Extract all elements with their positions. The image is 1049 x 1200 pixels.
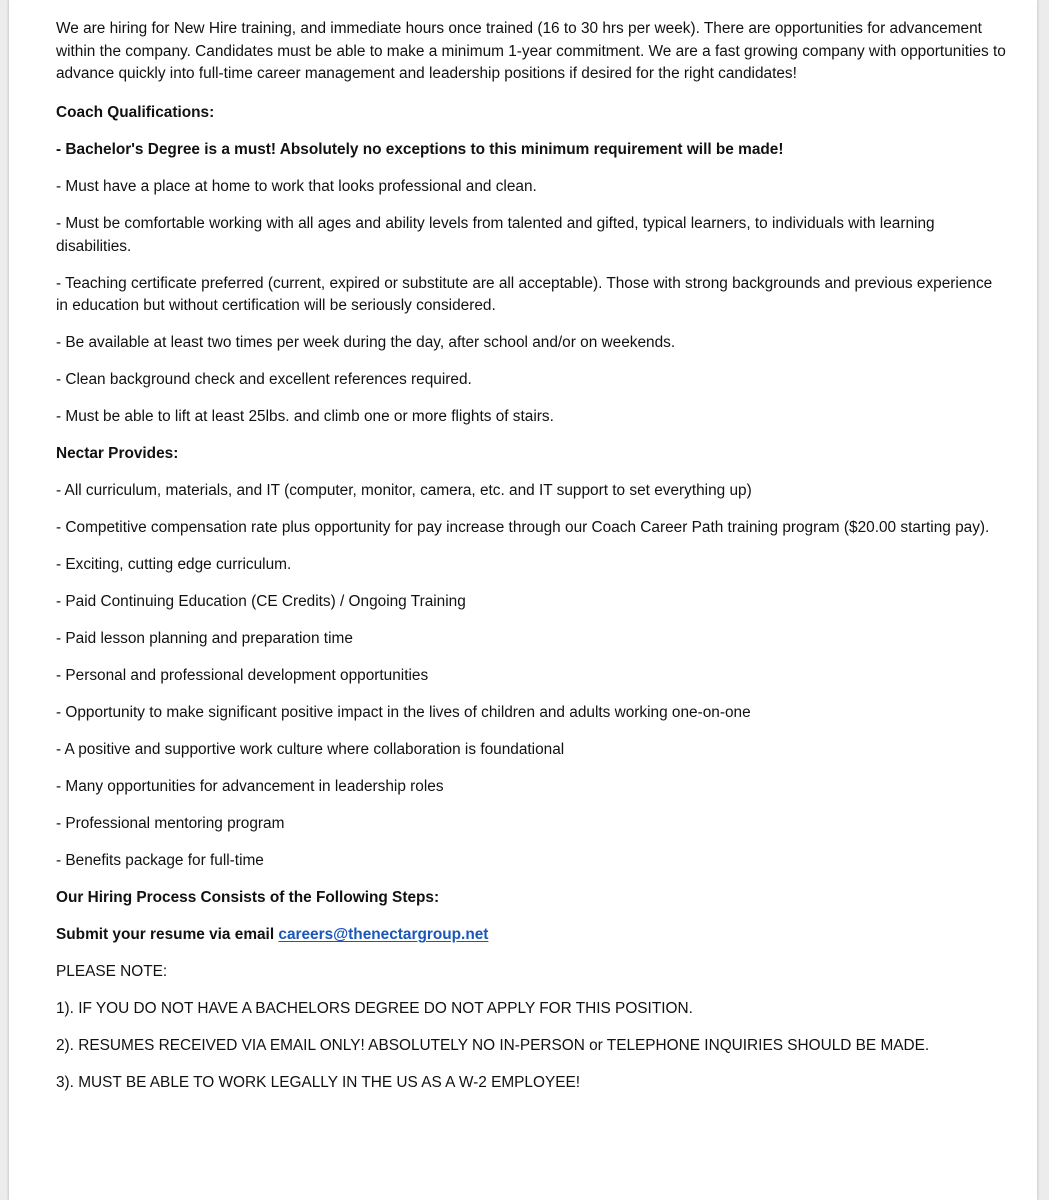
qualifications-heading: Coach Qualifications: bbox=[56, 104, 215, 121]
document-page bbox=[9, 0, 1037, 1200]
qualification-item: - Must be able to lift at least 25lbs. and climb one or more flights of stairs. bbox=[56, 408, 554, 425]
provides-item: - Professional mentoring program bbox=[56, 815, 285, 832]
qualification-degree-requirement: - Bachelor's Degree is a must! Absolutely no exceptions to this minimum requirement will be made! bbox=[56, 141, 784, 158]
qualification-item: - Must be comfortable working with all ages and ability levels from talented and gifted, typical learners, to individuals with learning disabilities. bbox=[56, 215, 935, 255]
qualification-item: - Teaching certificate preferred (current, expired or substitute are all acceptable). Those with strong backgrounds and previous experience in education but without certification will be seriously considered. bbox=[56, 274, 993, 314]
provides-item: - Personal and professional development opportunities bbox=[56, 667, 429, 684]
provides-item: - Competitive compensation rate plus opportunity for pay increase through our Coach Career Path training program ($20.00 starting pay). bbox=[56, 519, 990, 536]
note-item: 2). RESUMES RECEIVED VIA EMAIL ONLY! ABSOLUTELY NO IN-PERSON or TELEPHONE INQUIRIES SHOULD BE MADE. bbox=[56, 1037, 930, 1054]
provides-item: - A positive and supportive work culture where collaboration is foundational bbox=[56, 741, 565, 758]
provides-item: - All curriculum, materials, and IT (computer, monitor, camera, etc. and IT support to set everything up) bbox=[56, 482, 752, 499]
careers-email-link[interactable]: careers@thenectargroup.net bbox=[278, 926, 489, 943]
provides-item: - Paid lesson planning and preparation time bbox=[56, 630, 353, 647]
qualification-item: - Must have a place at home to work that looks professional and clean. bbox=[56, 178, 537, 195]
submit-resume-line bbox=[56, 924, 1007, 947]
provides-item: - Many opportunities for advancement in leadership roles bbox=[56, 778, 444, 795]
notes-heading: PLEASE NOTE: bbox=[56, 963, 168, 980]
intro-paragraph: We are hiring for New Hire training, and immediate hours once trained (16 to 30 hrs per week). There are opportunities for advancement within the company. Candidates must be able to make a minimum 1-year commitment. We are a fast growing company with opportunities to advance quickly into full-time career management and leadership positions if desired for the right candidates! bbox=[56, 20, 1006, 82]
provides-heading: Nectar Provides: bbox=[56, 445, 179, 462]
provides-item: - Exciting, cutting edge curriculum. bbox=[56, 556, 292, 573]
note-item: 1). IF YOU DO NOT HAVE A BACHELORS DEGREE DO NOT APPLY FOR THIS POSITION. bbox=[56, 1000, 693, 1017]
provides-item: - Benefits package for full-time bbox=[56, 852, 264, 869]
hiring-process-heading: Our Hiring Process Consists of the Following Steps: bbox=[56, 889, 440, 906]
note-item: 3). MUST BE ABLE TO WORK LEGALLY IN THE US AS A W-2 EMPLOYEE! bbox=[56, 1074, 581, 1091]
provides-item: - Paid Continuing Education (CE Credits) / Ongoing Training bbox=[56, 593, 466, 610]
provides-item: - Opportunity to make significant positive impact in the lives of children and adults working one-on-one bbox=[56, 704, 751, 721]
submit-resume-text: Submit your resume via email bbox=[56, 926, 279, 943]
qualification-item: - Clean background check and excellent references required. bbox=[56, 371, 472, 388]
qualification-item: - Be available at least two times per week during the day, after school and/or on weekends. bbox=[56, 334, 676, 351]
